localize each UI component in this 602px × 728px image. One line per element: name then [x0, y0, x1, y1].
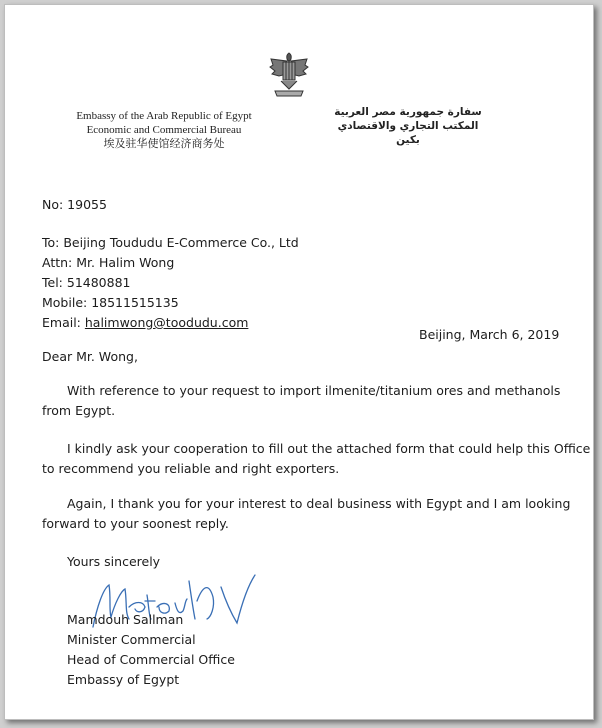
paragraph-3: [42, 494, 570, 534]
closing: Yours sincerely: [67, 554, 161, 569]
recipient-tel: Tel: 51480881: [42, 275, 131, 290]
city-arabic: بكين: [396, 134, 420, 146]
recipient-company: To: Beijing Toududu E-Commerce Co., Ltd: [42, 235, 299, 250]
paragraph-line: With reference to your request to import ilmenite/titanium ores and methanols: [67, 383, 561, 398]
embassy-header-english: [69, 109, 259, 151]
embassy-name: Embassy of the Arab Republic of Egypt: [76, 110, 252, 122]
recipient-mobile: Mobile: 18511515135: [42, 295, 179, 310]
signatory-title: Head of Commercial Office: [67, 652, 235, 667]
paragraph-line: I kindly ask your cooperation to fill out the attached form that could help this Office: [67, 441, 591, 456]
embassy-name-arabic: سفارة جمهورية مصر العربية: [334, 106, 482, 118]
email-label: Email:: [42, 315, 85, 330]
eagle-of-saladin-icon: [267, 49, 311, 99]
signatory-name: Mamdouh Sallman: [67, 612, 184, 627]
recipient-email: [42, 313, 299, 333]
paragraph-line: to recommend you reliable and right exporters.: [42, 461, 340, 476]
bureau-name-arabic: المكتب التجاري والاقتصادي: [337, 120, 479, 132]
paragraph-1: [42, 381, 560, 421]
email-link[interactable]: halimwong@toodudu.com: [84, 315, 249, 330]
paragraph-line: forward to your soonest reply.: [42, 516, 229, 531]
paragraph-line: Again, I thank you for your interest to deal business with Egypt and I am looking: [67, 496, 571, 511]
letter-number: No: 19055: [42, 197, 107, 212]
bureau-name: Economic and Commercial Bureau: [86, 124, 242, 136]
paragraph-line: from Egypt.: [42, 403, 116, 418]
paragraph-2: [42, 439, 590, 479]
embassy-header-arabic: [323, 105, 493, 147]
recipient-attention: Attn: Mr. Halim Wong: [42, 255, 175, 270]
signatory-title: Minister Commercial: [67, 632, 196, 647]
letter-date: Beijing, March 6, 2019: [419, 327, 560, 342]
recipient-block: [42, 233, 299, 333]
bureau-name-chinese: 埃及驻华使馆经济商务处: [103, 138, 225, 150]
salutation: Dear Mr. Wong,: [42, 349, 138, 364]
letter-page: [4, 4, 594, 720]
signatory-block: [67, 610, 235, 690]
signatory-organization: Embassy of Egypt: [67, 672, 180, 687]
